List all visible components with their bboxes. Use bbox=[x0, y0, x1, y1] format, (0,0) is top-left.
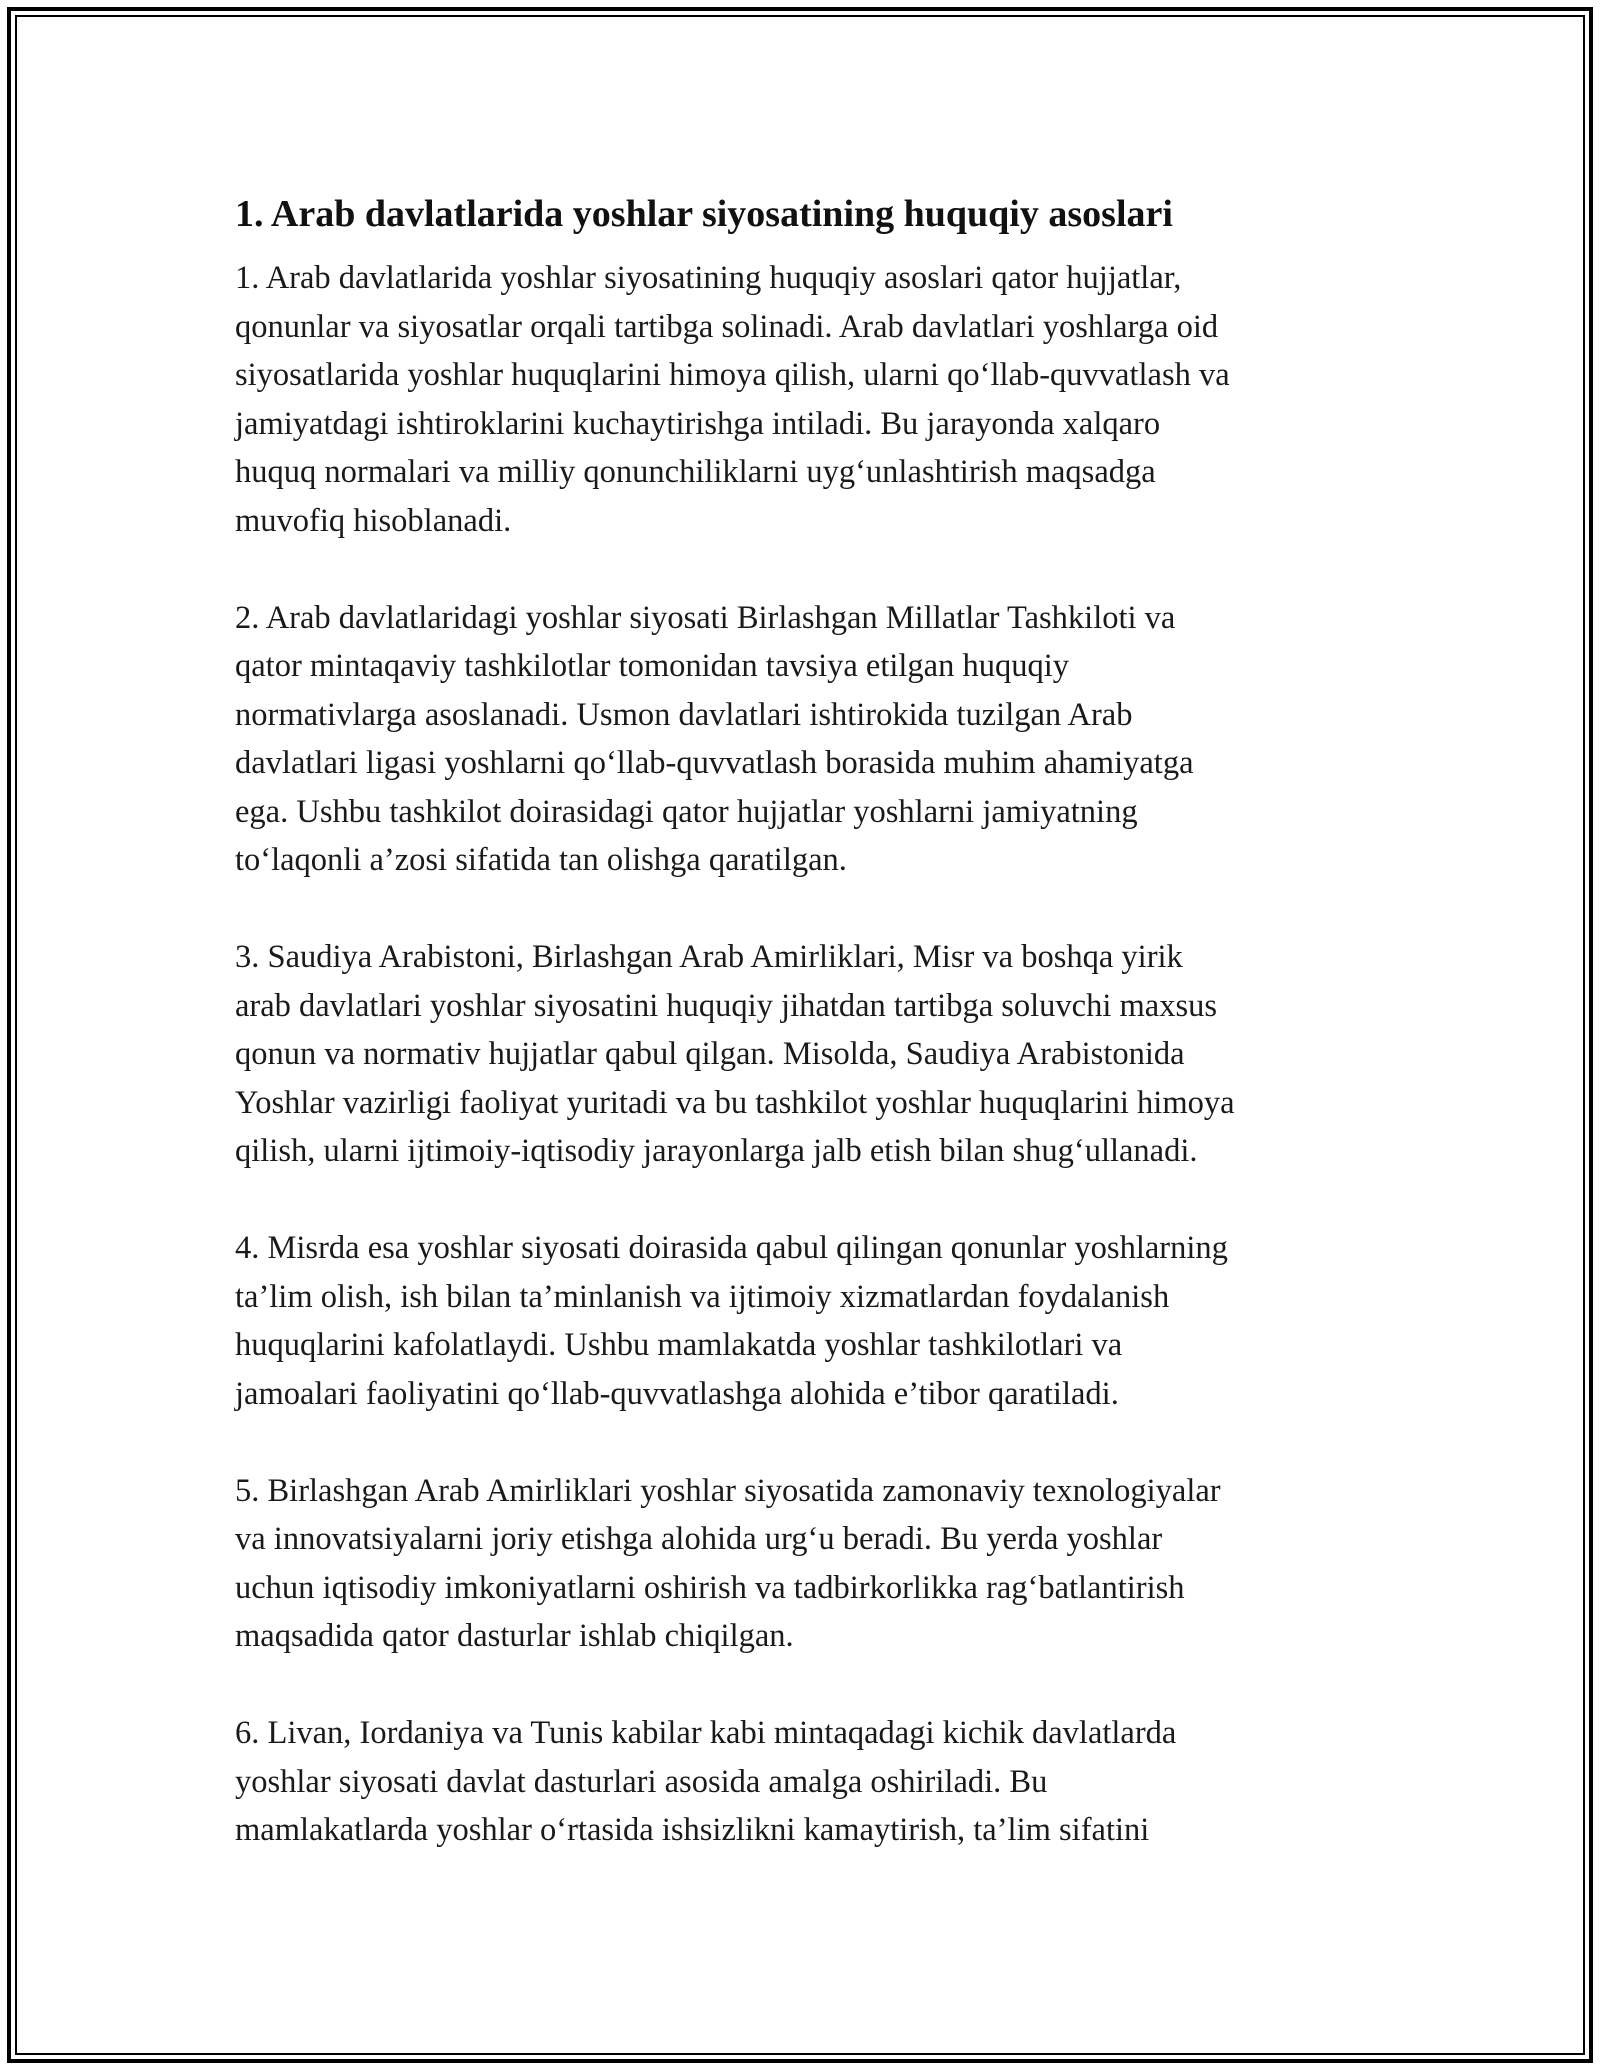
paragraph-2: 2. Arab davlatlaridagi yoshlar siyosati Birlashgan Millatlar Tashkiloti va qator mintaqaviy tashkilotlar tomonidan tavsiya etilgan huquqiy normativlarga asoslanadi. Usmon davlatlari ishtirokida tuzilgan Arab davlatlari ligasi yoshlarni qo‘llab-quvvatlash borasida muhim ahamiyatga ega. Ushbu tashkilot doirasidagi qator hujjatlar yoshlarni jamiyatning to‘laqonli a’zosi sifatida tan olishga qaratilgan. bbox=[235, 599, 1194, 878]
paragraph-3: 3. Saudiya Arabistoni, Birlashgan Arab Amirliklari, Misr va boshqa yirik arab davlatlari yoshlar siyosatini huquqiy jihatdan tartibga soluvchi maxsus qonun va normativ hujjatlar qabul qilgan. Misolda, Saudiya Arabistonida Yoshlar vazirligi faoliyat yuritadi va bu tashkilot yoshlar huquqlarini himoya qilish, ularni ijtimoiy-iqtisodiy jarayonlarga jalb etish bilan shug‘ullanadi. bbox=[235, 939, 1235, 1169]
paragraph-4: 4. Misrda esa yoshlar siyosati doirasida qabul qilingan qonunlar yoshlarning ta’lim olish, ish bilan ta’minlanish va ijtimoiy xizmatlardan foydalanish huquqlarini kafolatlaydi. Ushbu mamlakatda yoshlar tashkilotlari va jamoalari faoliyatini qo‘llab-quvvatlashga alohida e’tibor qaratiladi. bbox=[235, 1230, 1228, 1412]
paragraph-6: 6. Livan, Iordaniya va Tunis kabilar kabi mintaqadagi kichik davlatlarda yoshlar siyosati davlat dasturlari asosida amalga oshiriladi. Bu mamlakatlarda yoshlar o‘rtasida ishsizlikni kamaytirish, ta’lim sifatini bbox=[235, 1715, 1177, 1848]
paragraph-5: 5. Birlashgan Arab Amirliklari yoshlar siyosatida zamonaviy texnologiyalar va innovatsiyalarni joriy etishga alohida urg‘u beradi. Bu yerda yoshlar uchun iqtisodiy imkoniyatlarni oshirish va tadbirkorlikka rag‘batlantirish maqsadida qator dasturlar ishlab chiqilgan. bbox=[235, 1472, 1221, 1654]
paragraph-1: 1. Arab davlatlarida yoshlar siyosatining huquqiy asoslari qator hujjatlar, qonunlar va siyosatlar orqali tartibga solinadi. Arab davlatlari yoshlarga oid siyosatlarida yoshlar huquqlarini himoya qilish, ularni qo‘llab-quvvatlash va jamiyatdagi ishtiroklarini kuchaytirishga intiladi. Bu jarayonda xalqaro huquq normalari va milliy qonunchiliklarni uyg‘unlashtirish maqsadga muvofiq hisoblanadi. bbox=[235, 260, 1230, 539]
document-title: 1. Arab davlatlarida yoshlar siyosatining huquqiy asoslari bbox=[235, 193, 1173, 235]
document-body bbox=[235, 182, 1405, 1903]
